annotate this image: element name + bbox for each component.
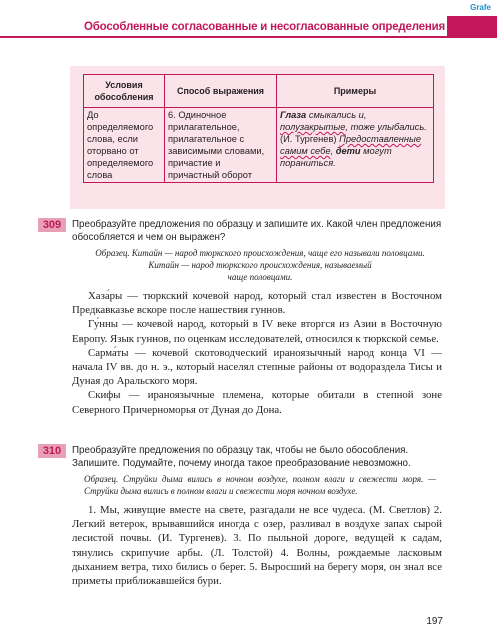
example-text: , тоже улыбались.	[345, 122, 427, 132]
example-word: Глаза	[280, 110, 307, 120]
rules-table-panel	[70, 66, 445, 209]
exercise-310-text	[72, 503, 442, 588]
col-header-condition: Условия обособления	[84, 75, 165, 108]
publisher-logo: Grafe	[470, 3, 491, 12]
paragraph: Сарма́ты — кочевой скотоводческий ираноязычный народ конца VI — начала IV вв. до н. э., который населял степные районы от водораздела Тисы и Дуная до Аральского моря.	[72, 346, 442, 388]
exercise-number-309: 309	[38, 218, 66, 232]
example-word: дети	[335, 146, 361, 156]
table-header-row	[84, 75, 434, 108]
sample-line: чаще половцами.	[227, 272, 293, 282]
page-header: Обособленные согласованные и несогласованные определения	[84, 21, 445, 33]
exercise-number-310: 310	[38, 444, 66, 458]
example-text: могут пораниться.	[280, 146, 392, 168]
cell-examples	[277, 108, 434, 183]
example-text: смыкались и,	[306, 110, 367, 120]
page-number: 197	[426, 616, 443, 627]
col-header-examples: Примеры	[277, 75, 434, 108]
exercise-309-text	[72, 289, 442, 417]
paragraph: Хаза́ры — тюркский кочевой народ, который стал известен в Восточном Предкавказье вскоре после нашествия гуннов.	[72, 290, 442, 317]
cell-condition: До определяемого слова, если оторвано от определяемого слова	[84, 108, 165, 183]
example-author: (И. Тургенев)	[280, 134, 340, 144]
example-underlined: Предоставленные самим себе	[280, 134, 422, 156]
header-divider	[0, 36, 497, 38]
rules-table	[83, 74, 434, 183]
sample-line: Образец. Китайн — народ тюркского происхождения, чаще его называли половцами. Китайн — народ тюркского происхождения, называемый	[95, 248, 425, 270]
example-underlined: полузакрытые	[280, 122, 346, 132]
header-accent-bar	[447, 16, 497, 36]
exercise-310-task: Преобразуйте предложения по образцу так, чтобы не было обособления. Запишите. Подумайте, почему иногда такое преобразование невозможно.	[72, 445, 411, 469]
exercise-309-sample	[84, 247, 436, 283]
table-row	[84, 108, 434, 183]
exercise-310-sample: Образец. Струйки дыма вились в ночном воздухе, полном влаги и свежести моря. — Струйки дыма вились в полном влаги и свежести моря ночном воздухе.	[84, 474, 436, 496]
paragraph: Скифы — ираноязычные племена, которые обитали в степной зоне Северного Причерноморья от Дуная до Дона.	[72, 389, 442, 416]
paragraph: Гу́нны — кочевой народ, который в IV веке вторгся из Азии в Восточную Европу. Язык гуннов, по оценкам исследователей, относился к тюркской семье.	[72, 318, 442, 345]
col-header-method: Способ выражения	[165, 75, 277, 108]
paragraph: 1. Мы, живущие вместе на свете, разгадали не все чудеса. (М. Светлов) 2. Легкий ветерок, врывавшийся иногда с озер, разливал в воздухе запах сырой лесистой почвы. (И. Тургенев). 3. По пыльной дороге, ведущей к садам, тянулись скрипучие арбы. (Л. Толстой) 4. Волны, рождаемые ласковым дыханием ветра, тихо бились о берег. 5. Выросший на берегу моря, он знал все приметы приближавшейся бури.	[72, 504, 442, 588]
cell-method: 6. Одиночное прилагательное, прилагательное с зависимыми словами, причастие и причастный оборот	[165, 108, 277, 183]
exercise-309-task: Преобразуйте предложения по образцу и запишите их. Какой член предложения обособляется и чем он выражен?	[72, 219, 442, 243]
example-text: ,	[330, 146, 336, 156]
